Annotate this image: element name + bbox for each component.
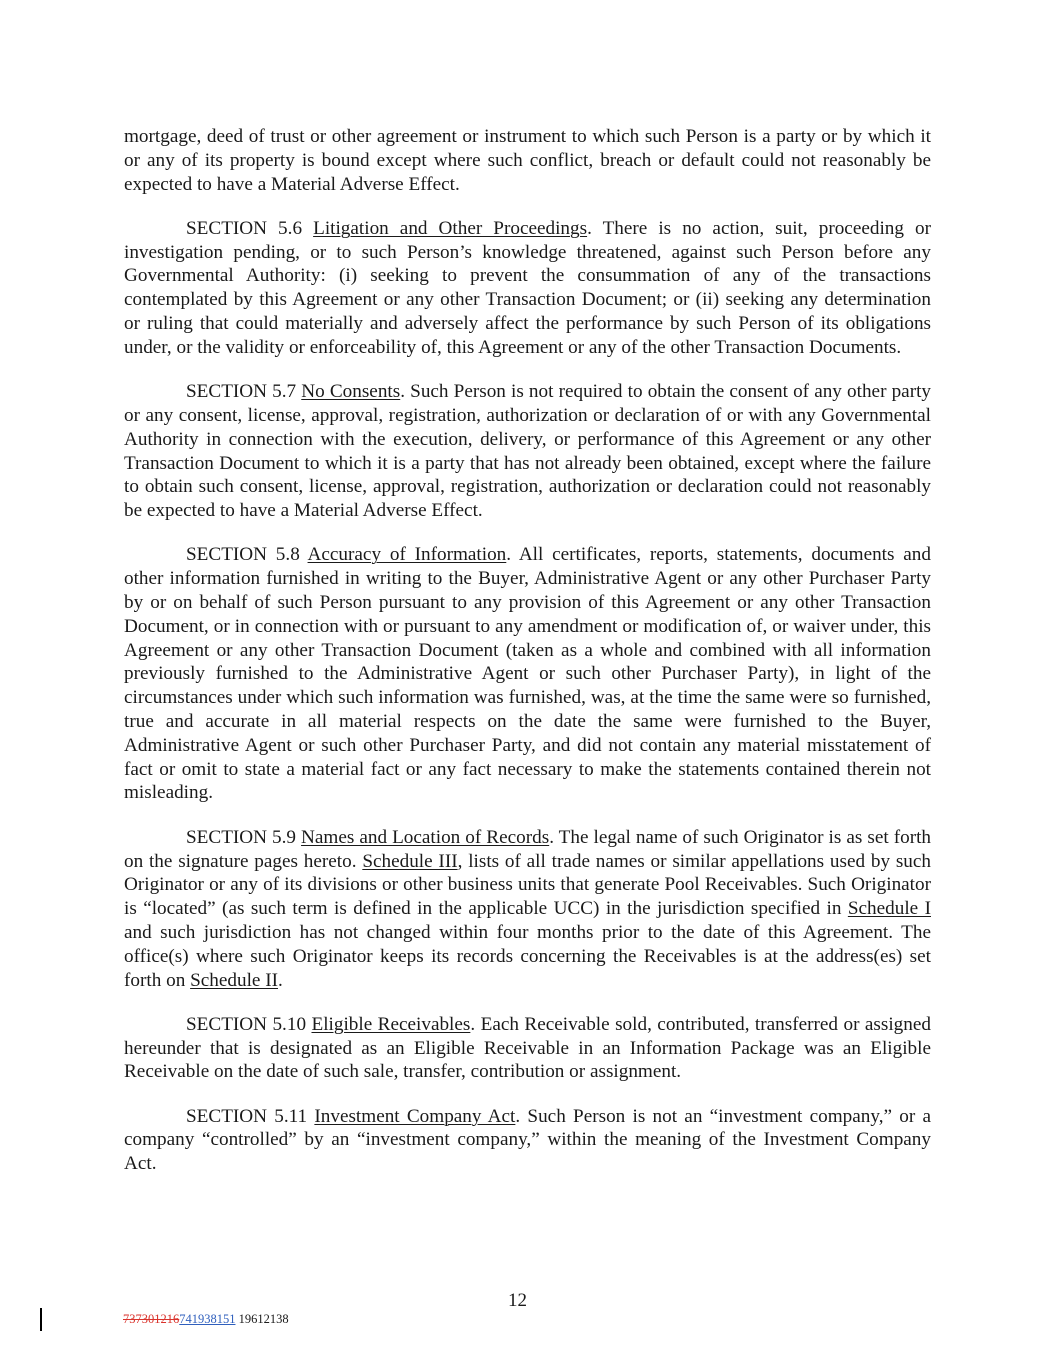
deleted-doc-id: 737301216 — [123, 1312, 180, 1326]
inserted-doc-id: 741938151 — [179, 1312, 236, 1326]
section-5-7 — [124, 380, 931, 523]
section-text: . All certificates, reports, statements, documents and other information furnished in writing to the Buyer, Administrative Agent or any other Purchaser Party by or on behalf of such Person pursuant to any provision of this Agreement or any other Transaction Document, or in connection with or pursuant to any amendment or modification of, or waiver under, this Agreement or any other Transaction Document (taken as a whole and combined with all information previously furnished to the Administrative Agent or such other Purchaser Party), in light of the circumstances under which such information was furnished, was, at the time the same were so furnished, true and accurate in all material respects on the date the same were furnished to the Buyer, Administrative Agent or such other Purchaser Party, and did not contain any material misstatement of fact or omit to state a material fact or any fact necessary to make the statements contained therein not misleading. — [124, 544, 931, 804]
section-text: and such jurisdiction has not changed within four months prior to the date of this Agreement. The office(s) where such Originator keeps its records concerning the Receivables is at the address(es) set forth on — [124, 921, 931, 991]
section-5-8 — [124, 543, 931, 805]
section-5-6 — [124, 217, 931, 360]
document-body — [124, 125, 931, 1197]
current-doc-id: 19612138 — [235, 1312, 289, 1326]
section-title: No Consents — [301, 381, 401, 403]
section-5-10 — [124, 1013, 931, 1084]
section-title: Litigation and Other Proceedings — [313, 217, 588, 239]
section-title: Eligible Receivables — [311, 1013, 471, 1035]
section-text: . Such Person is not an “investment company,” or a company “controlled” by an “investment company,” within the meaning of the Investment Company Act. — [124, 1105, 931, 1175]
section-number: SECTION 5.6 — [186, 217, 314, 239]
schedule-ii-reference: Schedule II — [190, 969, 279, 991]
section-text: . Each Receivable sold, contributed, transferred or assigned hereunder that is designated as an Eligible Receivable in an Information Package was an Eligible Receivable on the date of such sale, transfer, contribution or assignment. — [124, 1013, 931, 1083]
document-id-footer — [123, 1312, 289, 1327]
section-text: . The legal name of such Originator is as set forth on the signature pages hereto. — [124, 826, 932, 872]
section-number: SECTION 5.10 — [186, 1013, 312, 1035]
section-text: , lists of all trade names or similar appellations used by such Originator or any of its divisions or other business units that generate Pool Receivables. Such Originator is “located” (as such term is defined in the applicable UCC) in the jurisdiction specified in — [124, 850, 931, 920]
section-number: SECTION 5.11 — [186, 1105, 315, 1127]
schedule-i-reference: Schedule I — [847, 898, 931, 920]
section-number: SECTION 5.8 — [186, 544, 308, 566]
section-title: Accuracy of Information — [307, 544, 507, 566]
revision-change-bar — [40, 1308, 42, 1331]
paragraph-text: mortgage, deed of trust or other agreement or instrument to which such Person is a party or by which it or any of its property is bound except where such conflict, breach or default could not reasonably be expected to have a Material Adverse Effect. — [124, 126, 931, 195]
section-text: . There is no action, suit, proceeding or investigation pending, or to such Person’s knowledge threatened, against such Person before any Governmental Authority: (i) seeking to prevent the consummation of any of the transactions contemplated by this Agreement or any other Transaction Document; or (ii) seeking any determination or ruling that could materially and adversely affect the performance by such Person of its obligations under, or the validity or enforceability of, this Agreement or any of the other Transaction Documents. — [124, 217, 931, 358]
paragraph-continuation — [124, 125, 931, 196]
section-title: Names and Location of Records — [301, 826, 550, 848]
page-number: 12 — [508, 1290, 527, 1311]
section-5-9 — [124, 826, 931, 993]
section-number: SECTION 5.9 — [186, 826, 302, 848]
section-text: . — [278, 969, 283, 991]
section-title: Investment Company Act — [314, 1105, 516, 1127]
section-number: SECTION 5.7 — [186, 381, 302, 403]
section-5-11 — [124, 1105, 931, 1176]
section-text: . Such Person is not required to obtain the consent of any other party or any consent, license, approval, registration, authorization or declaration of or with any Governmental Authority in connection with the execution, delivery, or performance of this Agreement or any other Transaction Document to which it is a party that has not already been obtained, except where the failure to obtain such consent, license, approval, registration, authorization or declaration could not reasonably be expected to have a Material Adverse Effect. — [124, 381, 932, 522]
schedule-iii-reference: Schedule III — [362, 850, 458, 872]
